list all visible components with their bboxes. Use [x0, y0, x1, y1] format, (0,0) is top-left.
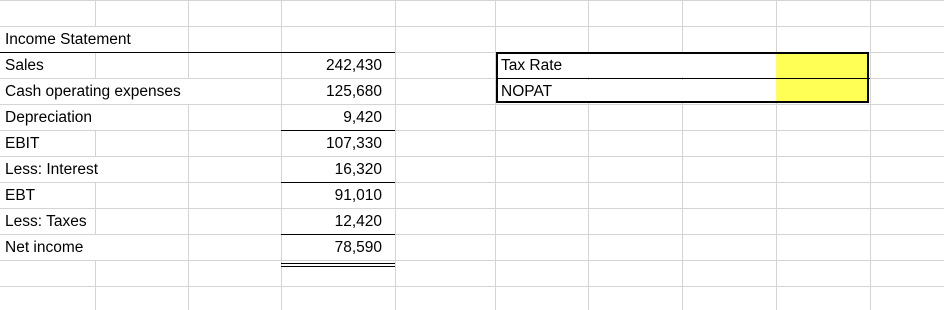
row-label-cash-operating-expenses: Cash operating expenses — [5, 83, 181, 100]
grid-line-horizontal — [0, 286, 944, 287]
row-label-ebit: EBIT — [5, 135, 40, 152]
grid-line-horizontal — [0, 208, 944, 209]
cell-overflow-mask — [94, 105, 96, 130]
value-depreciation[interactable]: 9,420 — [343, 109, 382, 126]
grid-line-vertical — [682, 0, 683, 310]
row-label-net-income: Net income — [5, 239, 84, 256]
row-label-ebt: EBT — [5, 187, 36, 204]
row-label-less-interest: Less: Interest — [5, 161, 99, 178]
net-income-double-border-bottom — [281, 266, 395, 267]
grid-line-vertical — [395, 0, 396, 310]
net-income-double-border-top — [281, 263, 395, 264]
depreciation-bottom-border — [281, 130, 395, 131]
title-bottom-border — [0, 52, 395, 53]
grid-line-horizontal — [0, 0, 944, 1]
grid-line-vertical — [495, 0, 496, 310]
grid-line-vertical — [188, 0, 189, 310]
value-sales[interactable]: 242,430 — [325, 57, 382, 74]
grid-line-horizontal — [0, 130, 944, 131]
row-label-sales: Sales — [5, 57, 44, 74]
nopat-label: NOPAT — [501, 83, 553, 100]
row-label-less-taxes: Less: Taxes — [5, 213, 87, 230]
value-ebt[interactable]: 91,010 — [334, 187, 382, 204]
tax-rate-label: Tax Rate — [501, 57, 563, 74]
grid-line-horizontal — [0, 260, 944, 261]
value-less-interest[interactable]: 16,320 — [334, 161, 382, 178]
box-row-divider — [498, 78, 870, 79]
value-less-taxes[interactable]: 12,420 — [334, 213, 382, 230]
income-statement-title: Income Statement — [5, 31, 131, 48]
value-cash-operating-expenses[interactable]: 125,680 — [325, 83, 382, 100]
cell-overflow-mask — [187, 79, 189, 104]
grid-line-horizontal — [0, 26, 944, 27]
value-net-income[interactable]: 78,590 — [334, 239, 382, 256]
grid-line-vertical — [870, 0, 871, 310]
grid-line-horizontal — [0, 156, 944, 157]
cell-overflow-mask — [94, 235, 96, 260]
grid-line-horizontal — [0, 104, 944, 105]
grid-line-horizontal — [0, 182, 944, 183]
grid-line-horizontal — [0, 234, 944, 235]
value-ebit[interactable]: 107,330 — [325, 135, 382, 152]
grid-line-vertical — [776, 0, 777, 310]
row-label-depreciation: Depreciation — [5, 109, 93, 126]
taxes-bottom-border — [281, 234, 395, 235]
interest-bottom-border — [281, 182, 395, 183]
grid-line-vertical — [588, 0, 589, 310]
